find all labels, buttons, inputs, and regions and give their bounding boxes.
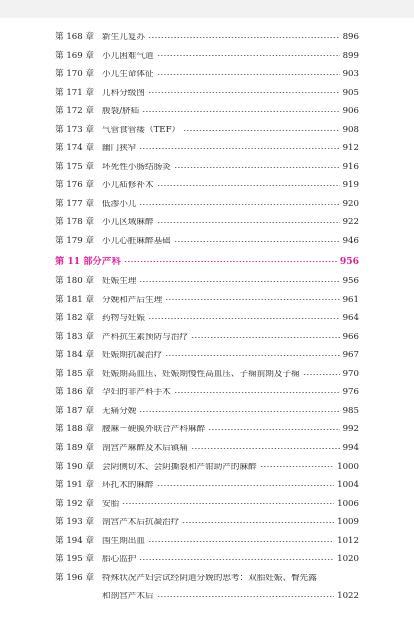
- toc-entry[interactable]: [55, 513, 359, 532]
- dot-leader: [157, 222, 340, 223]
- toc-chapter-title: 会阴侧切术、会阴撕裂和产钳助产的麻醉: [102, 462, 257, 472]
- toc-chapter-number: 第 183 章: [55, 331, 95, 342]
- toc-page-number: 961: [342, 294, 359, 305]
- dot-leader: [157, 485, 335, 486]
- toc-chapter-number: 第 186 章: [55, 387, 95, 398]
- toc-chapter-number: 第 179 章: [55, 235, 95, 246]
- dot-leader: [142, 111, 339, 112]
- toc-page-number: 896: [342, 31, 359, 42]
- dot-leader: [139, 204, 339, 205]
- toc-entry[interactable]: [55, 65, 359, 84]
- dot-leader: [182, 522, 334, 523]
- dot-leader: [148, 541, 334, 542]
- toc-page-number: 905: [342, 87, 359, 98]
- toc-entry[interactable]: [55, 476, 359, 495]
- dot-leader: [174, 392, 340, 393]
- toc-entry[interactable]: [55, 291, 359, 310]
- toc-entry[interactable]: [55, 587, 359, 606]
- toc-page-number: 946: [342, 235, 359, 246]
- toc-chapter-number: 第 177 章: [55, 198, 95, 209]
- toc-chapter-number: 第 174 章: [55, 143, 95, 154]
- toc-page-number: 1020: [337, 554, 359, 565]
- toc-entry[interactable]: [55, 420, 359, 439]
- toc-chapter-number: 第 187 章: [55, 405, 95, 416]
- toc-chapter-title: 剖宫产术后抗凝治疗: [102, 518, 180, 527]
- dot-leader: [183, 130, 339, 131]
- toc-chapter-title: 小儿困难气道: [102, 51, 154, 61]
- dot-leader: [191, 448, 340, 449]
- toc-chapter-number: 第 190 章: [55, 461, 95, 472]
- toc-entry[interactable]: [55, 195, 359, 214]
- toc-chapter-number: 第 191 章: [55, 480, 95, 491]
- toc-chapter-title: 腰麻－硬膜外联合产科麻醉: [102, 425, 206, 435]
- toc-chapter-title: 腹裂/脐疝: [102, 107, 140, 116]
- toc-chapter-number: 第 193 章: [55, 517, 95, 528]
- toc-chapter-number: 第 170 章: [55, 69, 95, 80]
- toc-chapter-number: 第 178 章: [55, 217, 95, 228]
- dot-leader: [303, 374, 340, 375]
- toc-page-number: 1012: [337, 535, 359, 546]
- toc-entry[interactable]: [55, 176, 359, 195]
- dot-leader: [174, 167, 340, 168]
- toc-chapter-title: 无痛分娩: [102, 406, 137, 416]
- toc-entry[interactable]: [55, 346, 359, 365]
- table-of-contents: [55, 28, 359, 606]
- dot-leader: [122, 503, 334, 504]
- toc-chapter-number: 第 182 章: [55, 313, 95, 324]
- toc-entry[interactable]: [55, 121, 359, 140]
- toc-page-number: 908: [342, 124, 359, 135]
- toc-page-number: 922: [342, 217, 359, 228]
- toc-chapter-title: 小儿区域麻醉: [102, 218, 154, 228]
- toc-page-number: 956: [339, 255, 359, 267]
- toc-chapter-number: 第 192 章: [55, 498, 95, 509]
- toc-entry[interactable]: [55, 47, 359, 66]
- toc-chapter-title: 特殊状况产妇尝试经阴道分娩的思考：双胎妊娠、臀先露: [102, 573, 317, 583]
- toc-page-number: 1022: [337, 591, 359, 602]
- dot-leader: [191, 337, 340, 338]
- toc-chapter-title: 坏死性小肠结肠炎: [102, 162, 171, 172]
- toc-chapter-number: 第 173 章: [55, 124, 95, 135]
- dot-leader: [139, 148, 339, 149]
- dot-leader: [174, 241, 340, 242]
- toc-page-number: 976: [342, 387, 359, 398]
- toc-chapter-title: 小儿心脏麻醉基础: [102, 236, 171, 246]
- toc-chapter-number: 第 168 章: [55, 31, 95, 42]
- toc-page-number: 994: [342, 443, 359, 453]
- dot-leader: [148, 37, 340, 38]
- toc-page-number: 916: [342, 161, 359, 172]
- toc-chapter-title: 小儿疝修补术: [102, 181, 154, 190]
- toc-entry[interactable]: [55, 139, 359, 158]
- toc-entry[interactable]: [55, 383, 359, 402]
- toc-page-number: 906: [342, 106, 359, 117]
- toc-entry[interactable]: [55, 550, 359, 569]
- toc-chapter-number: 第 180 章: [55, 276, 95, 287]
- dot-leader: [157, 55, 340, 56]
- toc-chapter-number: 第 188 章: [55, 424, 95, 435]
- toc-page-number: 992: [342, 424, 359, 435]
- dot-leader: [148, 318, 340, 319]
- dot-leader: [165, 299, 339, 300]
- toc-entry[interactable]: [55, 28, 359, 47]
- toc-entry[interactable]: [55, 158, 359, 177]
- toc-entry[interactable]: [55, 84, 359, 103]
- dot-leader: [165, 355, 339, 356]
- toc-entry[interactable]: [55, 232, 359, 251]
- toc-chapter-number: 第 175 章: [55, 161, 95, 172]
- toc-page-number: 966: [342, 331, 359, 342]
- dot-leader: [139, 559, 334, 560]
- toc-entry[interactable]: [55, 272, 359, 291]
- toc-entry[interactable]: [55, 328, 359, 347]
- dot-leader: [124, 261, 336, 262]
- toc-chapter-title: 儿科分级图: [102, 88, 145, 98]
- toc-page-number: 1004: [337, 480, 359, 491]
- toc-chapter-title: 妊娠期抗凝治疗: [102, 351, 163, 360]
- dot-leader: [157, 74, 340, 75]
- toc-entry[interactable]: [55, 365, 359, 384]
- toc-entry[interactable]: [55, 439, 359, 458]
- toc-chapter-title: 新生儿复苏: [102, 32, 145, 42]
- toc-chapter-number: 第 172 章: [55, 106, 95, 117]
- toc-chapter-number: 第 171 章: [55, 87, 95, 98]
- toc-entry[interactable]: [55, 495, 359, 514]
- toc-chapter-title: 小儿生命体征: [102, 70, 154, 79]
- toc-page-number: 964: [342, 313, 359, 324]
- toc-chapter-number: 第 181 章: [55, 294, 95, 305]
- toc-page-number: 919: [342, 180, 359, 191]
- toc-chapter-title: 妊娠期高血压、妊娠期慢性高血压、子痫前期及子痫: [102, 369, 300, 379]
- toc-page-number: 903: [342, 69, 359, 80]
- toc-chapter-title: 孕妇的非产科手术: [102, 388, 171, 397]
- toc-chapter-title: 妊娠生理: [102, 277, 137, 286]
- toc-chapter-title: 产科抗生素预防与治疗: [102, 332, 188, 342]
- toc-entry[interactable]: [55, 102, 359, 121]
- toc-page-number: 1000: [337, 461, 359, 472]
- toc-page-number: 985: [342, 405, 359, 416]
- toc-chapter-number: 第 184 章: [55, 350, 95, 361]
- toc-entry[interactable]: [55, 569, 359, 588]
- dot-leader: [157, 596, 335, 597]
- toc-chapter-title: 剖宫产麻醉及术后镇痛: [102, 444, 188, 453]
- dot-leader: [139, 281, 339, 282]
- toc-chapter-number: 第 196 章: [55, 572, 95, 583]
- dot-leader: [260, 466, 334, 467]
- toc-chapter-title: 分娩和产后生理: [102, 295, 163, 305]
- toc-chapter-number: 第 169 章: [55, 50, 95, 61]
- dot-leader: [208, 429, 339, 430]
- dot-leader: [148, 92, 340, 93]
- dot-leader: [139, 411, 339, 412]
- toc-entry[interactable]: [55, 309, 359, 328]
- toc-chapter-title: 环扎术的麻醉: [102, 481, 154, 490]
- toc-page-number: 970: [342, 368, 359, 379]
- toc-chapter-title: 胎心监护: [102, 555, 137, 564]
- toc-chapter-number: 第 176 章: [55, 180, 95, 191]
- toc-entry[interactable]: [55, 213, 359, 232]
- toc-chapter-title: 产科: [102, 256, 122, 266]
- toc-chapter-title: 围生期出血: [102, 536, 145, 546]
- toc-chapter-title: 低渗小儿: [102, 199, 137, 209]
- toc-chapter-number: 第 185 章: [55, 368, 95, 379]
- toc-chapter-number: 第 194 章: [55, 535, 95, 546]
- top-strip: [0, 0, 414, 18]
- toc-page-number: 1006: [337, 498, 359, 509]
- toc-chapter-number: 第 11 部分: [55, 255, 102, 267]
- toc-entry[interactable]: [55, 402, 359, 421]
- toc-entry[interactable]: [55, 532, 359, 551]
- toc-page-number: 1009: [337, 517, 359, 528]
- toc-page-number: 967: [342, 350, 359, 361]
- toc-chapter-title: 气管食管瘘（TEF）: [102, 125, 181, 135]
- toc-chapter-title: 安胎: [102, 499, 120, 509]
- toc-page-number: 956: [342, 276, 359, 287]
- toc-page-number: 912: [342, 143, 359, 154]
- toc-chapter-number: 第 195 章: [55, 554, 95, 565]
- toc-chapter-title: 幽门狭窄: [102, 144, 137, 153]
- toc-chapter-title: 药物与妊娠: [102, 314, 145, 323]
- toc-chapter-title: 和剖宫产术后: [102, 592, 154, 601]
- toc-entry[interactable]: [55, 458, 359, 477]
- dot-leader: [157, 185, 340, 186]
- toc-part-heading[interactable]: [55, 252, 359, 271]
- toc-page-number: 920: [342, 198, 359, 209]
- toc-page-number: 899: [342, 50, 359, 61]
- toc-chapter-number: 第 189 章: [55, 443, 95, 453]
